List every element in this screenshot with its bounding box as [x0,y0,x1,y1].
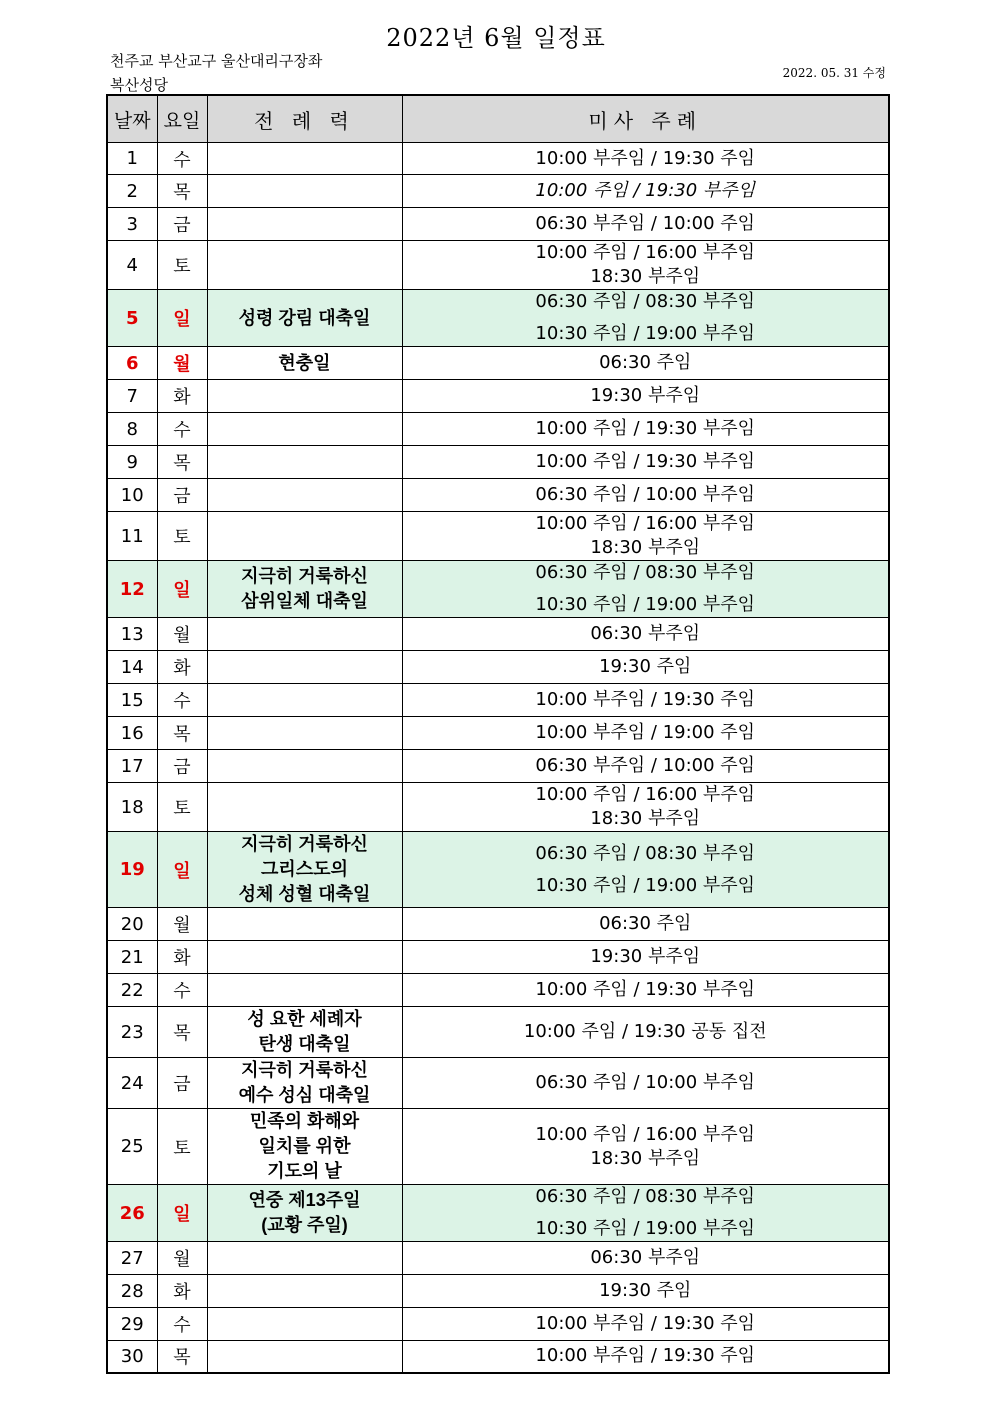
row-date: 19 [107,832,157,908]
row-mass [402,1341,889,1373]
row-day: 일 [157,561,207,618]
mass-line: 06:30 주임 / 08:30 부주임 [535,562,756,583]
row-day: 목 [157,1341,207,1373]
row-liturgy [207,479,402,512]
mass-line: 10:00 부주임 / 19:30 주임 [535,1313,756,1334]
mass-line: 06:30 주임 [599,352,692,373]
row-date: 22 [107,974,157,1007]
row-liturgy [207,1308,402,1341]
row-mass [402,908,889,941]
row-date: 4 [107,241,157,290]
row-mass [402,241,889,290]
table-row [107,1058,889,1109]
table-row [107,561,889,618]
table-row [107,717,889,750]
mass-line: 10:30 주임 / 19:00 부주임 [535,874,756,896]
mass-line: 10:30 주임 / 19:00 부주임 [535,323,756,344]
row-day: 화 [157,1275,207,1308]
liturgy-line: 성체 성혈 대축일 [238,884,371,904]
row-date: 14 [107,651,157,684]
table-row [107,479,889,512]
row-liturgy [207,1341,402,1373]
liturgy-line: 그리스도의 [261,859,348,879]
row-date: 2 [107,175,157,208]
mass-line: 10:00 주임 / 16:00 부주임 [535,513,756,534]
row-mass [402,413,889,446]
row-liturgy [207,908,402,941]
header-date: 날짜 [107,95,157,143]
mass-line: 10:00 주임 / 16:00 부주임 [535,1123,756,1145]
row-date: 30 [107,1341,157,1373]
liturgy-line: 일치를 위한 [258,1136,351,1156]
row-day: 금 [157,750,207,783]
row-day: 월 [157,1242,207,1275]
row-date: 15 [107,684,157,717]
table-row [107,684,889,717]
row-date: 1 [107,143,157,175]
row-mass [402,1308,889,1341]
row-day: 화 [157,651,207,684]
liturgy-line: 민족의 화해와 [249,1111,360,1131]
row-date: 24 [107,1058,157,1109]
revision-date: 2022. 05. 31 수정 [782,66,886,80]
row-mass [402,347,889,380]
row-mass [402,290,889,347]
mass-line: 10:30 주임 / 19:00 부주임 [535,1218,756,1239]
row-liturgy [207,717,402,750]
row-day: 수 [157,974,207,1007]
mass-line: 10:00 주임 / 16:00 부주임 [535,242,756,263]
table-row [107,512,889,561]
mass-line: 10:00 주임 / 19:30 부주임 [535,451,756,472]
row-mass [402,783,889,832]
row-day: 금 [157,1058,207,1109]
mass-line: 19:30 주임 [599,1280,692,1301]
row-day: 수 [157,413,207,446]
row-liturgy [207,941,402,974]
page-title: 2022년 6월 일정표 [386,24,606,52]
row-liturgy [207,1007,402,1058]
row-date: 12 [107,561,157,618]
mass-line: 06:30 부주임 [590,623,701,644]
mass-line: 10:00 주임 / 19:30 부주임 [535,979,756,1000]
row-liturgy [207,618,402,651]
table-row [107,651,889,684]
table-row [107,241,889,290]
row-mass [402,941,889,974]
row-date: 29 [107,1308,157,1341]
row-date: 28 [107,1275,157,1308]
header-day: 요일 [157,95,207,143]
row-day: 화 [157,941,207,974]
row-day: 일 [157,290,207,347]
row-day: 수 [157,1308,207,1341]
row-liturgy [207,290,402,347]
table-row [107,208,889,241]
mass-line: 18:30 부주임 [590,537,701,558]
liturgy-line: 지극히 거룩하신 [241,1060,368,1080]
liturgy-line: 연중 제13주일 [248,1190,361,1210]
mass-line: 06:30 주임 [599,913,692,934]
table-row [107,446,889,479]
row-mass [402,832,889,908]
row-date: 9 [107,446,157,479]
table-row [107,413,889,446]
row-mass [402,479,889,512]
mass-line: 10:30 주임 / 19:00 부주임 [535,594,756,615]
row-date: 26 [107,1185,157,1242]
row-mass [402,684,889,717]
row-day: 월 [157,618,207,651]
row-mass [402,1242,889,1275]
row-date: 27 [107,1242,157,1275]
table-row [107,1185,889,1242]
row-liturgy [207,175,402,208]
table-row [107,347,889,380]
row-mass [402,380,889,413]
table-row [107,290,889,347]
table-row [107,380,889,413]
row-mass [402,143,889,175]
table-row [107,941,889,974]
row-day: 목 [157,1007,207,1058]
table-header-row [107,95,889,143]
row-mass [402,175,889,208]
row-date: 18 [107,783,157,832]
row-day: 토 [157,512,207,561]
row-date: 16 [107,717,157,750]
row-date: 10 [107,479,157,512]
row-day: 화 [157,380,207,413]
row-liturgy [207,974,402,1007]
row-day: 금 [157,479,207,512]
mass-line: 06:30 부주임 / 10:00 주임 [535,213,756,234]
row-liturgy [207,684,402,717]
liturgy-line: 현충일 [278,352,331,373]
row-date: 5 [107,290,157,347]
row-mass [402,618,889,651]
row-date: 11 [107,512,157,561]
schedule-table [106,94,890,1374]
row-mass [402,974,889,1007]
table-row [107,750,889,783]
row-day: 일 [157,1185,207,1242]
liturgy-line: 성령 강림 대축일 [238,307,371,328]
liturgy-line: 성 요한 세례자 [247,1009,362,1029]
row-liturgy [207,1185,402,1242]
row-mass [402,750,889,783]
header-mass: 미사 주례 [402,95,889,143]
row-mass [402,1109,889,1185]
liturgy-line: 지극히 거룩하신 [241,834,368,854]
liturgy-line: 예수 성심 대축일 [238,1085,371,1105]
mass-line: 06:30 부주임 / 10:00 주임 [535,755,756,776]
row-mass [402,1185,889,1242]
mass-line: 18:30 부주임 [590,808,701,829]
org-line-1: 천주교 부산교구 울산대리구장좌 [110,52,323,70]
mass-line: 18:30 부주임 [590,1147,701,1169]
row-date: 25 [107,1109,157,1185]
mass-line: 10:00 주임 / 19:30 공동 집전 [523,1021,767,1042]
row-day: 목 [157,717,207,750]
table-row [107,1109,889,1185]
table-row [107,908,889,941]
table-row [107,175,889,208]
row-day: 목 [157,446,207,479]
row-date: 20 [107,908,157,941]
mass-line: 06:30 부주임 [590,1247,701,1268]
row-date: 3 [107,208,157,241]
row-liturgy [207,750,402,783]
mass-line: 19:30 주임 [599,656,692,677]
schedule-body [107,143,889,1373]
row-date: 6 [107,347,157,380]
table-row [107,1308,889,1341]
row-day: 일 [157,832,207,908]
mass-line: 10:00 주임 / 19:30 부주임 [535,418,756,439]
row-liturgy [207,380,402,413]
mass-line: 10:00 부주임 / 19:30 주임 [535,147,756,169]
mass-line: 19:30 부주임 [590,946,701,967]
row-liturgy [207,512,402,561]
liturgy-line: 탄생 대축일 [258,1034,351,1054]
row-liturgy [207,1242,402,1275]
row-liturgy [207,651,402,684]
row-day: 목 [157,175,207,208]
row-date: 23 [107,1007,157,1058]
row-day: 수 [157,143,207,175]
mass-line: 18:30 부주임 [590,266,701,287]
table-row [107,1242,889,1275]
liturgy-line: (교황 주일) [261,1215,348,1235]
row-mass [402,561,889,618]
row-liturgy [207,561,402,618]
row-date: 7 [107,380,157,413]
liturgy-line: 삼위일체 대축일 [241,591,368,611]
row-day: 월 [157,347,207,380]
row-liturgy [207,832,402,908]
row-day: 월 [157,908,207,941]
header-liturgy: 전 례 력 [207,95,402,143]
table-row [107,832,889,908]
row-mass [402,208,889,241]
row-liturgy [207,1058,402,1109]
row-liturgy [207,241,402,290]
mass-line: 06:30 주임 / 10:00 부주임 [535,484,756,505]
mass-line: 10:00 주임 / 16:00 부주임 [535,784,756,805]
row-liturgy [207,1109,402,1185]
row-day: 수 [157,684,207,717]
row-date: 17 [107,750,157,783]
mass-line: 06:30 주임 / 08:30 부주임 [535,291,756,312]
row-liturgy [207,413,402,446]
mass-line: 06:30 주임 / 08:30 부주임 [535,1186,756,1207]
row-day: 토 [157,1109,207,1185]
mass-line: 06:30 주임 / 10:00 부주임 [535,1072,756,1093]
table-row [107,143,889,175]
table-row [107,618,889,651]
row-day: 토 [157,783,207,832]
table-row [107,1007,889,1058]
mass-line: 10:00 주임 / 19:30 부주임 [535,180,756,201]
row-mass [402,512,889,561]
row-day: 금 [157,208,207,241]
row-mass [402,1007,889,1058]
table-row [107,1275,889,1308]
row-date: 21 [107,941,157,974]
mass-line: 10:00 부주임 / 19:30 주임 [535,1345,756,1367]
row-liturgy [207,347,402,380]
liturgy-line: 지극히 거룩하신 [241,566,368,586]
row-mass [402,651,889,684]
mass-line: 19:30 부주임 [590,385,701,406]
row-liturgy [207,1275,402,1308]
mass-line: 10:00 부주임 / 19:30 주임 [535,689,756,710]
row-mass [402,1275,889,1308]
row-date: 13 [107,618,157,651]
row-liturgy [207,208,402,241]
row-liturgy [207,783,402,832]
table-row [107,1341,889,1373]
table-row [107,783,889,832]
row-liturgy [207,143,402,175]
row-liturgy [207,446,402,479]
org-line-2: 복산성당 [110,76,168,94]
liturgy-line: 기도의 날 [267,1161,342,1181]
row-mass [402,446,889,479]
mass-line: 10:00 부주임 / 19:00 주임 [535,722,756,743]
row-mass [402,717,889,750]
table-row [107,974,889,1007]
row-mass [402,1058,889,1109]
mass-line: 06:30 주임 / 08:30 부주임 [535,842,756,864]
row-date: 8 [107,413,157,446]
row-day: 토 [157,241,207,290]
